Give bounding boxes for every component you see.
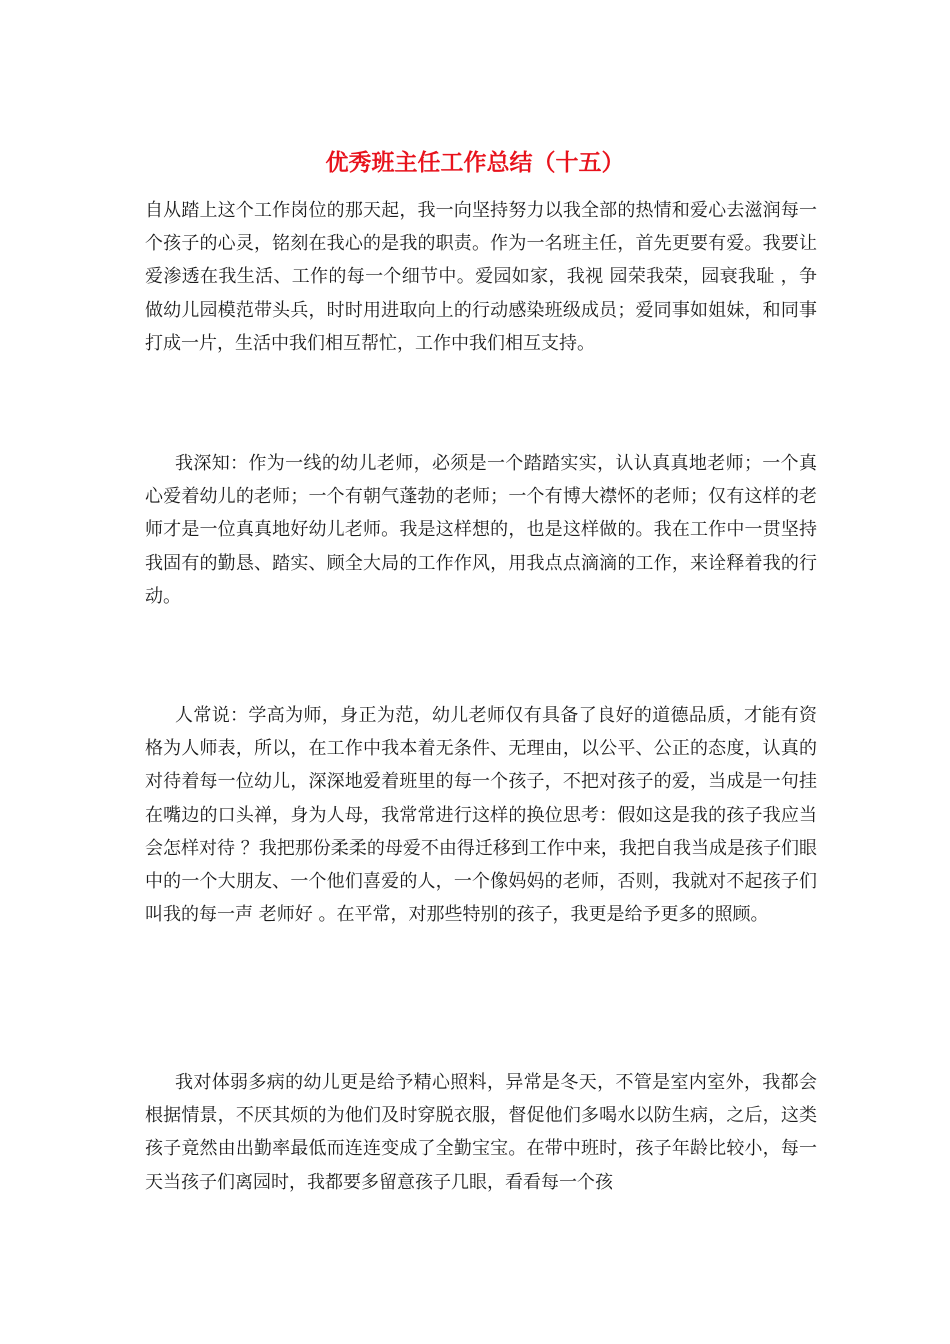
document-title: 优秀班主任工作总结（十五） bbox=[325, 149, 625, 176]
paragraph-4: 我对体弱多病的幼儿更是给予精心照料，异常是冬天，不管是室内室外，我都会根据情景，不厌其烦的为他们及时穿脱衣服，督促他们多喝水以防生病，之后，这类孩子竟然由出勤率最低而连连变成了全勤宝宝。在带中班时，孩子年龄比较小，每一天当孩子们离园时，我都要多留意孩子几眼，看看每一个孩 bbox=[145, 1072, 817, 1193]
paragraph-3: 人常说：学高为师，身正为范，幼儿老师仅有具备了良好的道德品质，才能有资格为人师表，所以，在工作中我本着无条件、无理由，以公平、公正的态度，认真的对待着每一位幼儿，深深地爱着班里的每一个孩子，不把对孩子的爱，当成是一句挂在嘴边的口头禅，身为人母，我常常进行这样的换位思考：假如这是我的孩子我应当会怎样对待 ？我把那份柔柔的母爱不由得迁移到工作中来，我把自我当成是孩子们眼中的一个大朋友、一个他们喜爱的人，一个像妈妈的老师，否则，我就对不起孩子们叫我的每一声 老师好 。在平常，对那些特别的孩子，我更是给予更多的照顾。 bbox=[145, 705, 817, 926]
paragraph-2: 我深知：作为一线的幼儿老师，必须是一个踏踏实实，认认真真地老师；一个真心爱着幼儿的老师；一个有朝气蓬勃的老师；一个有博大襟怀的老师；仅有这样的老师才是一位真真地好幼儿老师。我是这样想的，也是这样做的。我在工作中一贯坚持我固有的勤恳、踏实、顾全大局的工作作风，用我点点滴滴的工作，来诠释着我的行动。 bbox=[145, 453, 817, 607]
paragraph-1: 自从踏上这个工作岗位的那天起，我一向坚持努力以我全部的热情和爱心去滋润每一个孩子的心灵，铭刻在我心的是我的职责。作为一名班主任，首先更要有爱。我要让爱渗透在我生活、工作的每一个细节中。爱园如家，我视 园荣我荣，园衰我耻 ，争做幼儿园模范带头兵，时时用进取向上的行动感染班级成员；爱同事如姐妹，和同事打成一片，生活中我们相互帮忙，工作中我们相互支持。 bbox=[145, 200, 817, 354]
